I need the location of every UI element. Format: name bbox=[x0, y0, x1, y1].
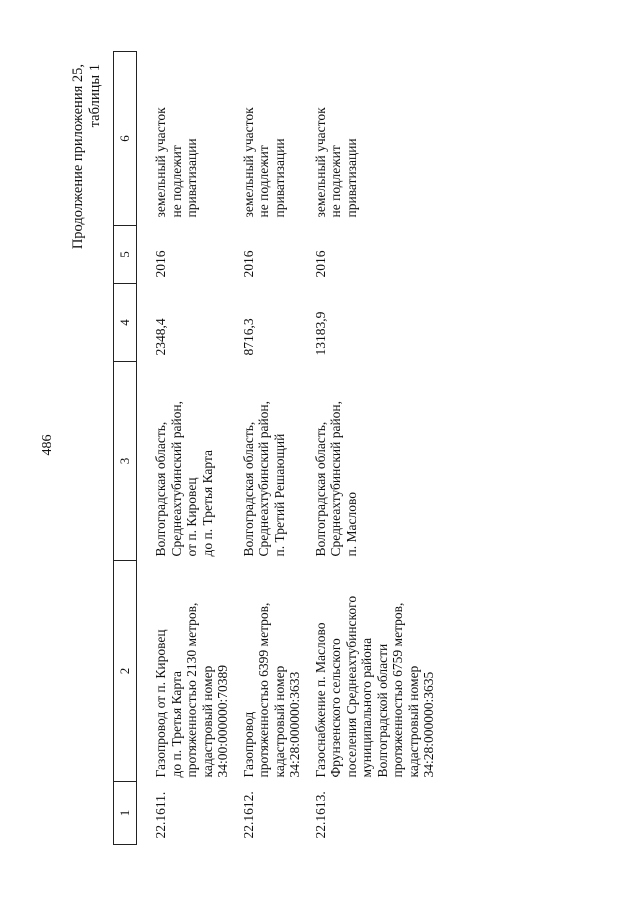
object-name-line: поселения Среднеахтубинского bbox=[343, 595, 359, 778]
land-table bbox=[113, 51, 447, 845]
object-area: 13183,9 bbox=[312, 311, 328, 356]
object-area: 2348,4 bbox=[153, 318, 168, 356]
row-number: 22.1612. bbox=[240, 791, 256, 839]
object-name-line: 34:28:000000:3635 bbox=[421, 671, 436, 778]
object-note-line: не подлежит bbox=[256, 145, 271, 218]
header-col-6: 6 bbox=[114, 52, 137, 226]
continuation-note bbox=[70, 64, 104, 249]
header-row bbox=[114, 52, 137, 845]
object-name bbox=[137, 561, 241, 782]
table-row bbox=[241, 52, 313, 845]
object-name bbox=[241, 561, 313, 782]
object-note-line: приватизации bbox=[343, 138, 359, 218]
table-body bbox=[137, 52, 447, 845]
object-name-line: до п. Третья Карта bbox=[168, 670, 184, 778]
object-address-line: п. Маслово bbox=[343, 492, 359, 557]
header-col-1: 1 bbox=[114, 782, 137, 845]
object-name bbox=[313, 561, 447, 782]
object-address-line: Волгоградская область, bbox=[240, 421, 256, 557]
object-note-line: приватизации bbox=[184, 138, 199, 218]
object-name-line: кадастровый номер bbox=[271, 665, 287, 778]
object-name-line: Волгоградской области bbox=[374, 643, 390, 778]
object-name-line: протяженностью 6399 метров, bbox=[256, 602, 271, 778]
object-address bbox=[241, 362, 313, 561]
table-row bbox=[313, 52, 447, 845]
object-name-line: протяженностью 2130 метров, bbox=[184, 602, 199, 778]
object-name-line: кадастровый номер bbox=[405, 665, 421, 778]
object-note-line: не подлежит bbox=[168, 145, 184, 218]
table-row bbox=[137, 52, 241, 845]
object-address-line: Среднеахтубинский район, bbox=[256, 400, 271, 557]
object-note-line: не подлежит bbox=[328, 145, 343, 218]
object-name-line: кадастровый номер bbox=[199, 665, 215, 778]
object-address-line: Волгоградская область, bbox=[153, 421, 168, 557]
header-col-4: 4 bbox=[114, 284, 137, 362]
object-note-line: земельный участок bbox=[153, 107, 168, 218]
object-address bbox=[313, 362, 447, 561]
object-year: 2016 bbox=[312, 250, 328, 278]
object-name-line: 34:28:000000:3633 bbox=[287, 671, 302, 778]
row-number: 22.1611. bbox=[153, 791, 168, 839]
object-address-line: Среднеахтубинский район, bbox=[328, 400, 343, 557]
object-note-line: земельный участок bbox=[312, 107, 328, 218]
object-year: 2016 bbox=[153, 250, 168, 278]
header-col-5: 5 bbox=[114, 226, 137, 284]
object-address-line: до п. Третья Карта bbox=[199, 449, 215, 557]
row-number: 22.1613. bbox=[312, 791, 328, 839]
page-number: 486 bbox=[40, 434, 55, 456]
object-address-line: от п. Кировец bbox=[184, 477, 199, 557]
object-area: 8716,3 bbox=[240, 318, 256, 356]
object-name-line: Фрунзенского сельского bbox=[328, 638, 343, 778]
object-name-line: Газопровод от п. Кировец bbox=[153, 629, 168, 778]
object-address-line: п. Третий Решающий bbox=[271, 433, 287, 557]
continuation-line: таблицы 1 bbox=[87, 64, 103, 128]
header-col-2: 2 bbox=[114, 561, 137, 782]
object-address bbox=[137, 362, 241, 561]
object-year: 2016 bbox=[240, 250, 256, 278]
header-col-3: 3 bbox=[114, 362, 137, 561]
object-address-line: Волгоградская область, bbox=[312, 421, 328, 557]
object-name-line: протяженностью 6759 метров, bbox=[390, 602, 405, 778]
object-name-line: муниципального района bbox=[359, 637, 374, 778]
object-note-line: приватизации bbox=[271, 138, 287, 218]
object-note bbox=[313, 52, 447, 226]
object-note-line: земельный участок bbox=[240, 107, 256, 218]
object-name-line: 34:00:000000:70389 bbox=[215, 664, 230, 778]
object-note bbox=[241, 52, 313, 226]
object-name-line: Газопровод bbox=[240, 711, 256, 778]
continuation-line: Продолжение приложения 25, bbox=[70, 64, 86, 250]
object-note bbox=[137, 52, 241, 226]
object-address-line: Среднеахтубинский район, bbox=[168, 400, 184, 557]
object-name-line: Газоснабжение п. Маслово bbox=[312, 622, 328, 778]
